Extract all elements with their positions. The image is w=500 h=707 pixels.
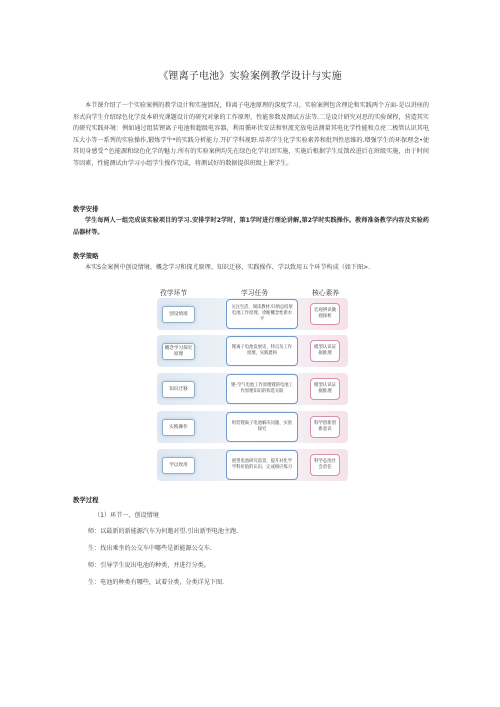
literacy-box: 模型认识证据推理 [310,378,340,400]
dialogue-line: 生：找出乘坐的公交车中哪些是新能源公交车. [88,545,212,552]
intro-paragraph: 本节课介绍了一个实验案例的教学设计和实施情况，仰离子电池原理的深度学习。实验案例包含理论和实践两个方面-是以讲座的形式向学生介绍绿色化学及本研究课题设计的研究对象的工作原理、性能参数及测试方法等.二是设计研究对思的实验课程，营造其实的研究实践环境：例如通过组装锂离子电池和超级电容器，利用循环伏安法和恒流充放电法测量其电化学性能和点亮二极管认识其电压大小等一系列的实验操作,锻炼学牛*的实践分析能力.开扩学科视野.培养学生化学实验素养和批判性思维的.增强学生的环保理念•使其切身感受^色能源和绿色化学的魅力.所有的实验案例均先在绿色化学社团实施，实施后根据学生反馈改进后在班级实施，由于时间等因素，性能测试由学习小组学生操作完成，将测试好的数据提供班级上课学生。 [73,102,429,167]
dialogue-line: 师：引导学生说出电池的种类，并进行分类。 [88,562,210,569]
arrangement-heading: 教学安排 [73,205,99,213]
task-box: 展望电池研究前景，提升对化学学科价值的认识，完成相应练习 [226,450,298,480]
strategy-heading: 教学策略 [73,252,99,260]
literacy-box: 宏观辨识微观探析 [310,303,340,325]
stage-box: 学以致用 [162,457,195,474]
dialogue-line: 生：电池的种类有哪些，试着分类，分类详见下图. [88,579,224,586]
diagram-col-header-stage: 孜学环节 [160,289,188,297]
task-box: 锂-空气电池工作原理锂的电池工作原理知识的构选关联 [226,374,298,404]
arrangement-paragraph: 学生每两人一组完成该实验项目的学习.安排学时2学时，第1学时进行理论讲解,第2学时实践操作。教师准备教学内容及实验药品器材等。 [73,217,429,236]
teaching-flow-diagram [157,287,348,482]
literacy-box: 科学态度社会责任 [310,454,340,476]
task-box: 锂离子电池发展史、特点及工作原理、实践建构 [226,336,298,366]
task-box: 关注生活，阅读教材.归纳总结原电池工作原理，诊断概念性新水平 [226,299,298,329]
literacy-box: 模型认识证据推理 [310,340,340,362]
stage-box: 概念学习探究原理 [162,343,195,360]
step-1-heading: （1）环节一、创设情境 [94,512,159,519]
dialogue-line: 师：以最新的新能源汽车为何邀对望.引出新型电池主跑. [88,528,239,535]
diagram-col-header-literacy: 核心素养 [312,289,340,297]
stage-box: 知识迁移 [162,381,195,398]
task-box: 组装锂离子电池解决问题、实验探究 [226,412,298,442]
literacy-box: 科学创新创新意识 [310,416,340,438]
process-heading: 教学过程 [73,496,99,504]
stage-box: 实践操作 [162,419,195,436]
strategy-paragraph: 本实S金案例中创设情境、概念学习和探尤原理、知识迁移、实践操作、学以致用五个环节构成（如下图>. [85,264,371,271]
diagram-col-header-task: 学习任务 [241,289,269,297]
document-title: 《锂离子电池》实验案例教学设计与实施 [158,71,342,82]
stage-box: 创设情境 [162,306,195,323]
